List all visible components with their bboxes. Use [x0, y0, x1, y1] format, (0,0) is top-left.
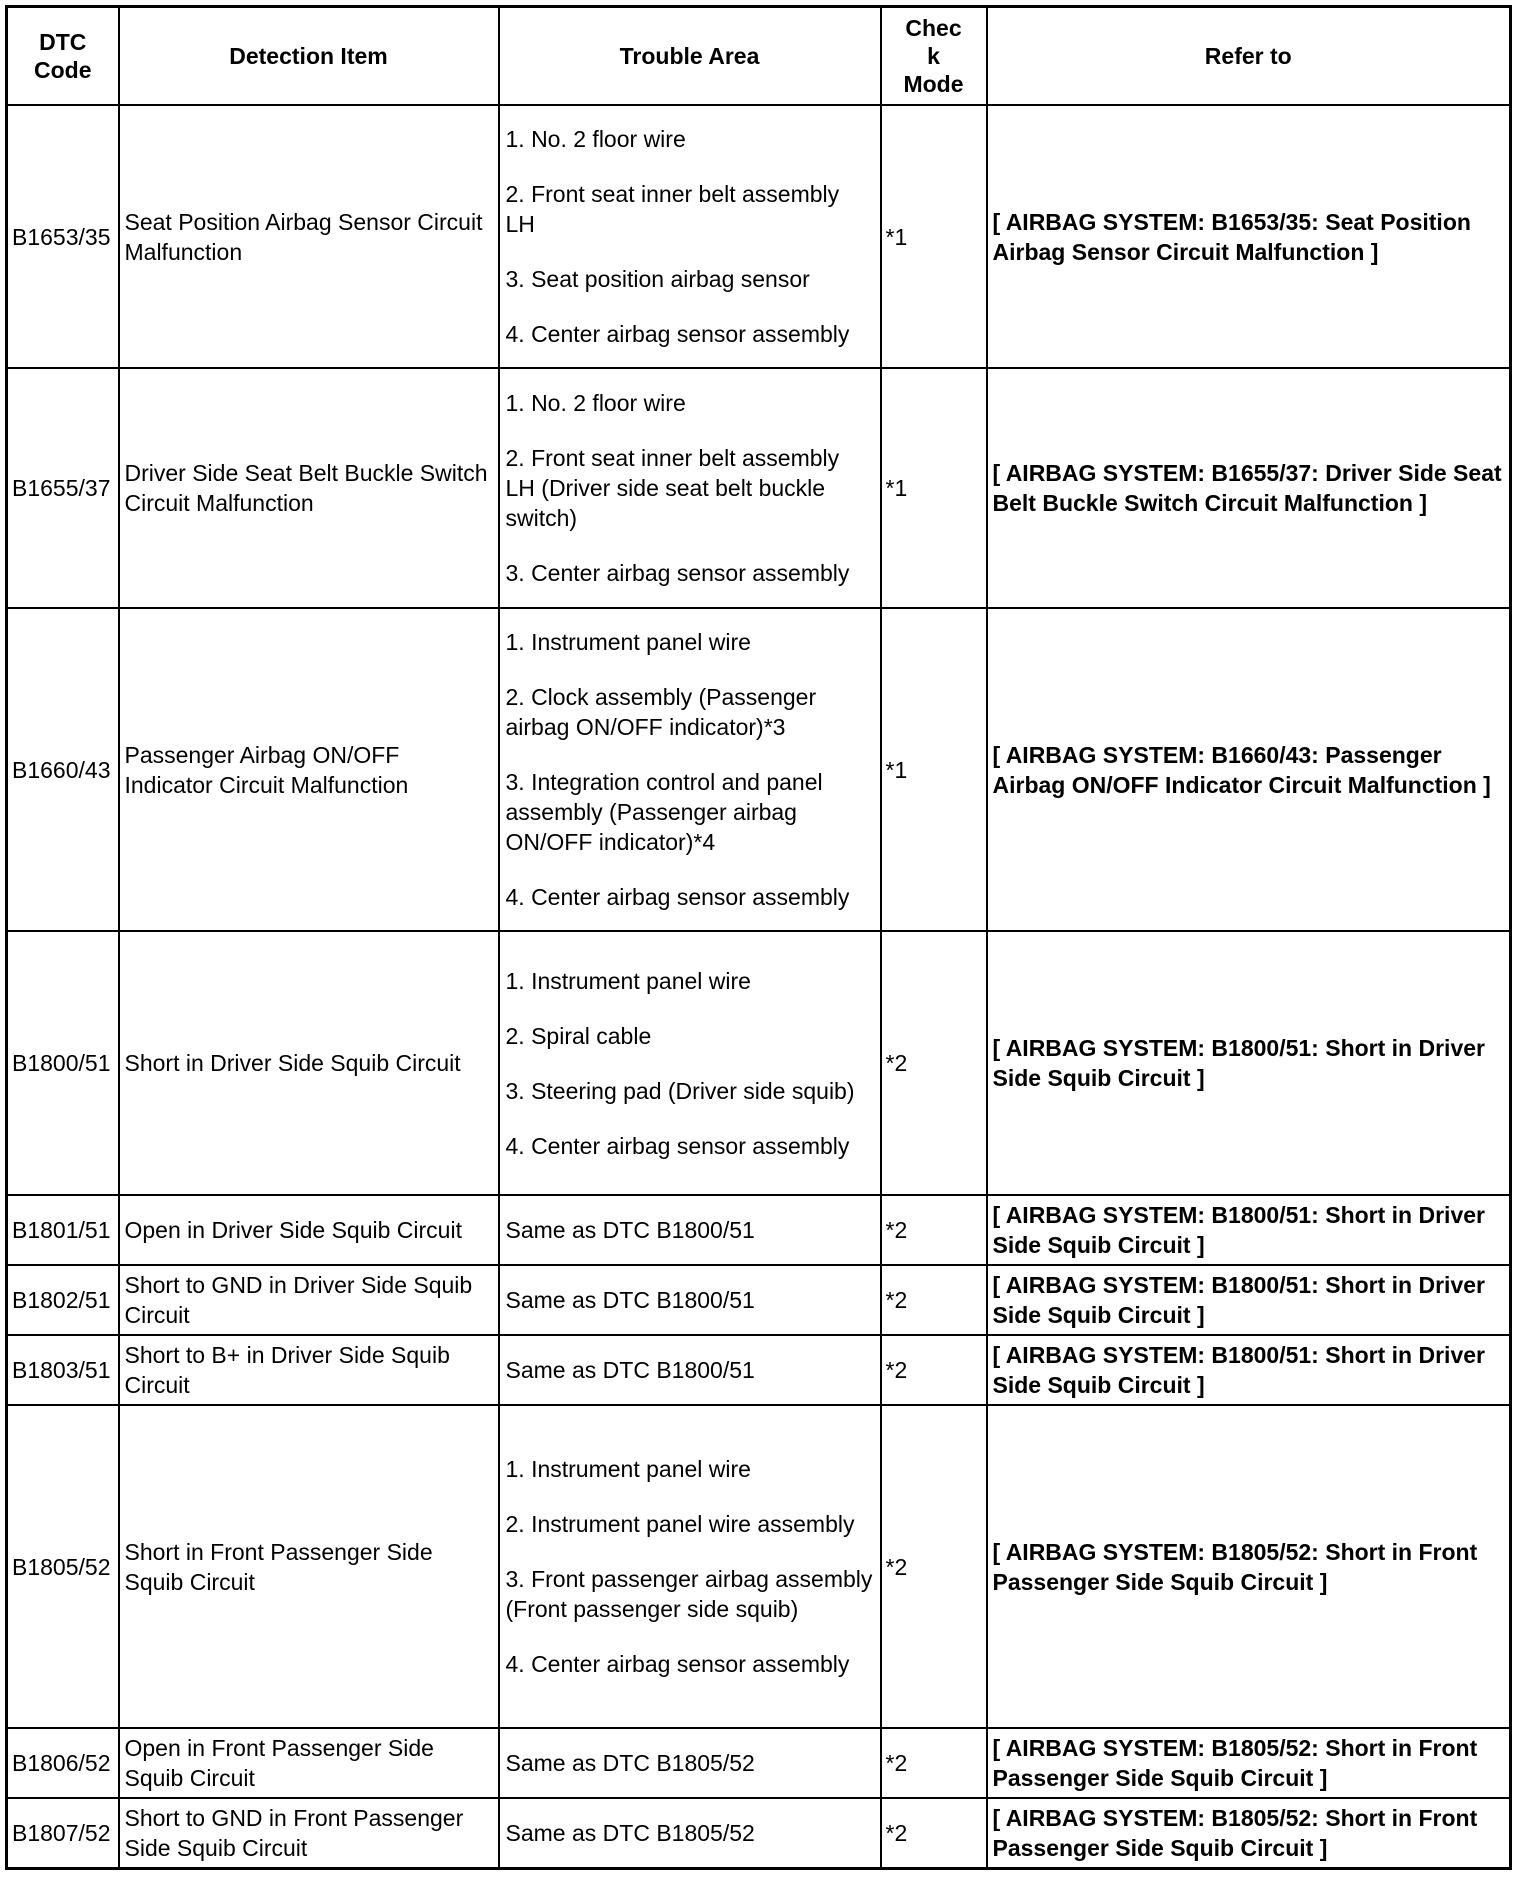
detection-item-cell: Seat Position Airbag Sensor Circuit Malfunction [119, 105, 499, 368]
detection-item-cell: Open in Front Passenger Side Squib Circuit [119, 1728, 499, 1798]
check-mode-cell: *1 [881, 608, 987, 931]
refer-to-cell: [ AIRBAG SYSTEM: B1800/51: Short in Driver Side Squib Circuit ] [987, 931, 1511, 1195]
refer-to-cell: [ AIRBAG SYSTEM: B1800/51: Short in Driver Side Squib Circuit ] [987, 1335, 1511, 1405]
header-detection-item: Detection Item [119, 7, 499, 106]
table-row [7, 1405, 1511, 1728]
dtc-code-cell: B1655/37 [7, 368, 119, 608]
dtc-code-cell: B1660/43 [7, 608, 119, 931]
dtc-table-container [5, 5, 1512, 1870]
trouble-area-cell [499, 608, 881, 931]
detection-item-cell: Short in Driver Side Squib Circuit [119, 931, 499, 1195]
refer-to-cell: [ AIRBAG SYSTEM: B1800/51: Short in Driver Side Squib Circuit ] [987, 1195, 1511, 1265]
dtc-code-cell: B1806/52 [7, 1728, 119, 1798]
header-refer-to: Refer to [987, 7, 1511, 106]
trouble-area-item: 4. Center airbag sensor assembly [505, 1651, 850, 1677]
table-row [7, 1335, 1511, 1405]
refer-to-cell: [ AIRBAG SYSTEM: B1660/43: Passenger Airbag ON/OFF Indicator Circuit Malfunction ] [987, 608, 1511, 931]
detection-item-cell: Short to B+ in Driver Side Squib Circuit [119, 1335, 499, 1405]
trouble-area-item: 1. No. 2 floor wire [505, 390, 686, 416]
trouble-area-item: 2. Clock assembly (Passenger airbag ON/OFF indicator)*3 [505, 684, 817, 740]
trouble-area-item: 3. Seat position airbag sensor [505, 266, 810, 292]
trouble-area-item: 2. Spiral cable [505, 1022, 652, 1049]
check-mode-cell: *2 [881, 1798, 987, 1869]
refer-to-cell: [ AIRBAG SYSTEM: B1805/52: Short in Front Passenger Side Squib Circuit ] [987, 1798, 1511, 1869]
trouble-area-item: 3. Integration control and panel assembly (Passenger airbag ON/OFF indicator)*4 [505, 769, 823, 855]
table-row [7, 1728, 1511, 1798]
table-row [7, 931, 1511, 1195]
trouble-area-cell [499, 105, 881, 368]
header-dtc-code: DTC Code [7, 7, 119, 106]
trouble-area-item: 2. Instrument panel wire assembly [505, 1511, 855, 1537]
dtc-code-cell: B1801/51 [7, 1195, 119, 1265]
detection-item-cell: Open in Driver Side Squib Circuit [119, 1195, 499, 1265]
trouble-area-item: 3. Steering pad (Driver side squib) [505, 1077, 855, 1104]
trouble-area-item: Same as DTC B1800/51 [505, 1217, 755, 1243]
table-body [7, 105, 1511, 1869]
trouble-area-item: 4. Center airbag sensor assembly [505, 1132, 850, 1159]
check-mode-cell: *2 [881, 1265, 987, 1335]
detection-item-cell: Short to GND in Front Passenger Side Squib Circuit [119, 1798, 499, 1869]
table-header [7, 7, 1511, 106]
trouble-area-item: 4. Center airbag sensor assembly [505, 884, 850, 910]
dtc-code-cell: B1800/51 [7, 931, 119, 1195]
trouble-area-item: Same as DTC B1805/52 [505, 1750, 755, 1776]
refer-to-cell: [ AIRBAG SYSTEM: B1653/35: Seat Position Airbag Sensor Circuit Malfunction ] [987, 105, 1511, 368]
trouble-area-cell [499, 368, 881, 608]
trouble-area-item: 1. No. 2 floor wire [505, 126, 686, 152]
refer-to-cell: [ AIRBAG SYSTEM: B1805/52: Short in Front Passenger Side Squib Circuit ] [987, 1405, 1511, 1728]
table-row [7, 105, 1511, 368]
check-mode-cell: *2 [881, 1405, 987, 1728]
table-row [7, 1798, 1511, 1869]
trouble-area-cell [499, 1728, 881, 1798]
trouble-area-item: Same as DTC B1800/51 [505, 1287, 755, 1313]
trouble-area-cell [499, 1195, 881, 1265]
check-mode-cell: *2 [881, 1335, 987, 1405]
dtc-code-cell: B1803/51 [7, 1335, 119, 1405]
trouble-area-cell [499, 1265, 881, 1335]
trouble-area-item: 2. Front seat inner belt assembly LH (Driver side seat belt buckle switch) [505, 445, 840, 531]
trouble-area-cell [499, 1335, 881, 1405]
check-mode-cell: *2 [881, 931, 987, 1195]
trouble-area-cell [499, 1798, 881, 1869]
dtc-code-cell: B1802/51 [7, 1265, 119, 1335]
trouble-area-item: Same as DTC B1805/52 [505, 1820, 755, 1846]
check-mode-cell: *2 [881, 1728, 987, 1798]
detection-item-cell: Short in Front Passenger Side Squib Circuit [119, 1405, 499, 1728]
detection-item-cell: Short to GND in Driver Side Squib Circuit [119, 1265, 499, 1335]
table-row [7, 1265, 1511, 1335]
table-row [7, 608, 1511, 931]
trouble-area-item: 1. Instrument panel wire [505, 967, 751, 994]
check-mode-cell: *1 [881, 368, 987, 608]
trouble-area-item: 3. Front passenger airbag assembly (Front passenger side squib) [505, 1566, 873, 1622]
trouble-area-item: 4. Center airbag sensor assembly [505, 321, 850, 347]
trouble-area-item: 1. Instrument panel wire [505, 1456, 751, 1482]
trouble-area-cell [499, 1405, 881, 1728]
trouble-area-cell [499, 931, 881, 1195]
trouble-area-item: 3. Center airbag sensor assembly [505, 560, 850, 586]
header-row [7, 7, 1511, 106]
refer-to-cell: [ AIRBAG SYSTEM: B1805/52: Short in Front Passenger Side Squib Circuit ] [987, 1728, 1511, 1798]
refer-to-cell: [ AIRBAG SYSTEM: B1655/37: Driver Side Seat Belt Buckle Switch Circuit Malfunction ] [987, 368, 1511, 608]
detection-item-cell: Passenger Airbag ON/OFF Indicator Circuit Malfunction [119, 608, 499, 931]
dtc-table [5, 5, 1512, 1870]
header-trouble-area: Trouble Area [499, 7, 881, 106]
trouble-area-item: Same as DTC B1800/51 [505, 1357, 755, 1383]
table-row [7, 368, 1511, 608]
dtc-code-cell: B1805/52 [7, 1405, 119, 1728]
detection-item-cell: Driver Side Seat Belt Buckle Switch Circuit Malfunction [119, 368, 499, 608]
dtc-code-cell: B1807/52 [7, 1798, 119, 1869]
trouble-area-item: 1. Instrument panel wire [505, 629, 751, 655]
refer-to-cell: [ AIRBAG SYSTEM: B1800/51: Short in Driver Side Squib Circuit ] [987, 1265, 1511, 1335]
header-check-mode: Check Mode [881, 7, 987, 106]
check-mode-cell: *2 [881, 1195, 987, 1265]
trouble-area-item: 2. Front seat inner belt assembly LH [505, 181, 840, 237]
dtc-code-cell: B1653/35 [7, 105, 119, 368]
check-mode-cell: *1 [881, 105, 987, 368]
table-row [7, 1195, 1511, 1265]
